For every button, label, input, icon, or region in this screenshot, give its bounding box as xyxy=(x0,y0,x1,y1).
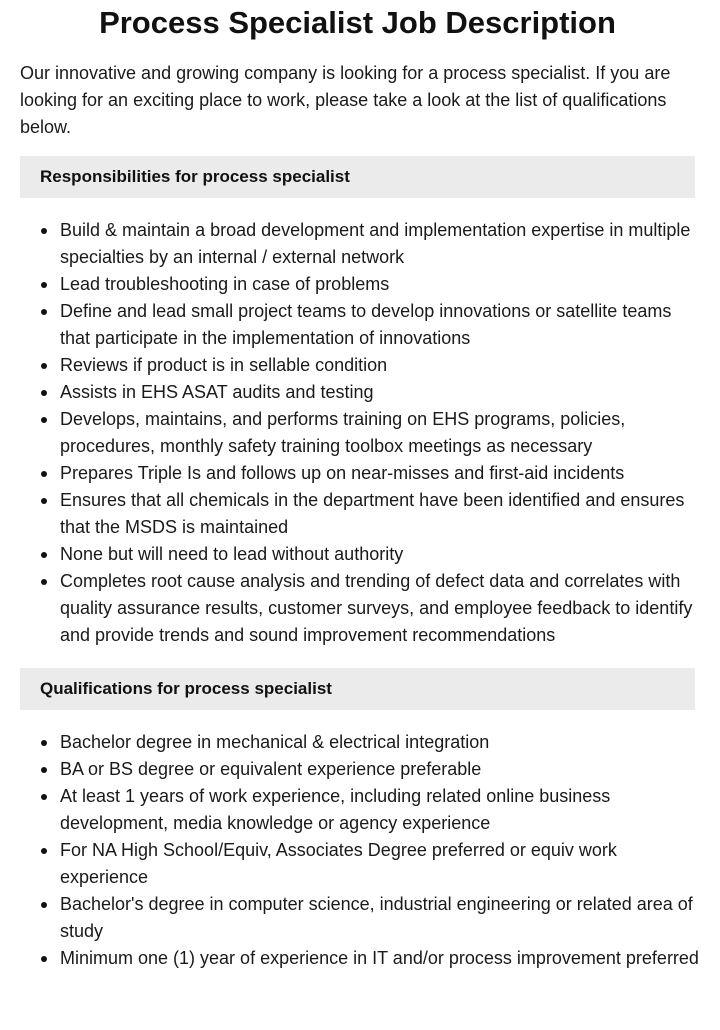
list-item: Minimum one (1) year of experience in IT and/or process improvement preferred xyxy=(20,945,700,972)
list-item: Reviews if product is in sellable condition xyxy=(20,352,700,379)
list-item: For NA High School/Equiv, Associates Degree preferred or equiv work experience xyxy=(20,837,700,891)
qualifications-heading: Qualifications for process specialist xyxy=(20,668,695,710)
list-item: Define and lead small project teams to develop innovations or satellite teams that participate in the implementation of innovations xyxy=(20,298,700,352)
list-item: None but will need to lead without authority xyxy=(20,541,700,568)
qualifications-list xyxy=(20,729,700,972)
list-item: Completes root cause analysis and trending of defect data and correlates with quality assurance results, customer surveys, and employee feedback to identify and provide trends and sound improvement recommendations xyxy=(20,568,700,649)
list-item: Bachelor's degree in computer science, industrial engineering or related area of study xyxy=(20,891,700,945)
list-item: Develops, maintains, and performs training on EHS programs, policies, procedures, monthly safety training toolbox meetings as necessary xyxy=(20,406,700,460)
list-item: Prepares Triple Is and follows up on near-misses and first-aid incidents xyxy=(20,460,700,487)
intro-paragraph: Our innovative and growing company is looking for a process specialist. If you are looking for an exciting place to work, please take a look at the list of qualifications below. xyxy=(20,63,671,137)
list-item: Ensures that all chemicals in the department have been identified and ensures that the MSDS is maintained xyxy=(20,487,700,541)
page-title: Process Specialist Job Description xyxy=(99,5,616,40)
responsibilities-heading: Responsibilities for process specialist xyxy=(20,156,695,198)
list-item: BA or BS degree or equivalent experience preferable xyxy=(20,756,700,783)
list-item: Assists in EHS ASAT audits and testing xyxy=(20,379,700,406)
responsibilities-list xyxy=(20,217,700,649)
list-item: At least 1 years of work experience, including related online business development, media knowledge or agency experience xyxy=(20,783,700,837)
list-item: Build & maintain a broad development and implementation expertise in multiple specialties by an internal / external network xyxy=(20,217,700,271)
list-item: Bachelor degree in mechanical & electrical integration xyxy=(20,729,700,756)
list-item: Lead troubleshooting in case of problems xyxy=(20,271,700,298)
